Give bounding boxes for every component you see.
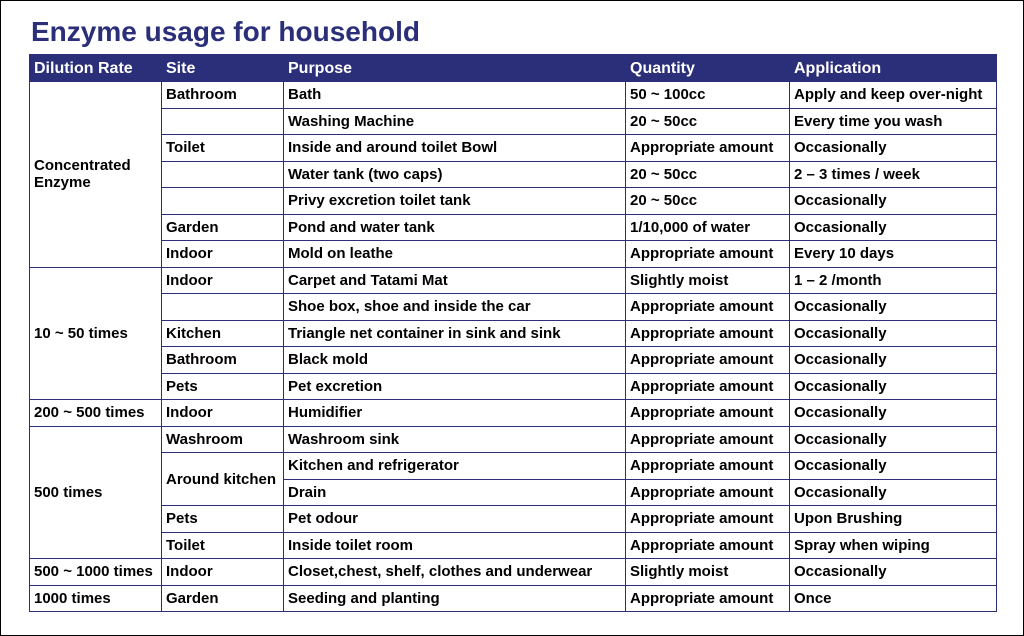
quantity-cell: Appropriate amount [626, 426, 790, 453]
purpose-cell: Mold on leathe [284, 241, 626, 268]
application-cell: Occasionally [790, 453, 997, 480]
table-row [30, 135, 997, 162]
site-cell [162, 294, 284, 321]
purpose-cell: Pet excretion [284, 373, 626, 400]
table-row [30, 453, 997, 480]
purpose-cell: Drain [284, 479, 626, 506]
quantity-cell: Appropriate amount [626, 506, 790, 533]
site-cell: Toilet [162, 135, 284, 162]
table-row [30, 426, 997, 453]
application-cell: Occasionally [790, 426, 997, 453]
table-body [30, 82, 997, 612]
quantity-cell: Appropriate amount [626, 532, 790, 559]
quantity-cell: 20 ~ 50cc [626, 188, 790, 215]
quantity-cell: 20 ~ 50cc [626, 108, 790, 135]
site-cell: Pets [162, 373, 284, 400]
site-cell: Indoor [162, 267, 284, 294]
purpose-cell: Carpet and Tatami Mat [284, 267, 626, 294]
application-cell: Once [790, 585, 997, 612]
application-cell: Occasionally [790, 188, 997, 215]
application-cell: Occasionally [790, 400, 997, 427]
application-cell: Every 10 days [790, 241, 997, 268]
application-cell: Spray when wiping [790, 532, 997, 559]
quantity-cell: Appropriate amount [626, 585, 790, 612]
purpose-cell: Triangle net container in sink and sink [284, 320, 626, 347]
quantity-cell: Appropriate amount [626, 400, 790, 427]
enzyme-usage-table [29, 54, 997, 612]
quantity-cell: Appropriate amount [626, 347, 790, 374]
table-row [30, 82, 997, 109]
quantity-cell: Appropriate amount [626, 135, 790, 162]
site-cell: Pets [162, 506, 284, 533]
application-cell: Every time you wash [790, 108, 997, 135]
purpose-cell: Closet,chest, shelf, clothes and underwear [284, 559, 626, 586]
application-cell: Occasionally [790, 135, 997, 162]
table-row [30, 214, 997, 241]
application-cell: Occasionally [790, 479, 997, 506]
application-cell: Upon Brushing [790, 506, 997, 533]
table-row [30, 267, 997, 294]
purpose-cell: Shoe box, shoe and inside the car [284, 294, 626, 321]
dilution-rate-cell: 500 ~ 1000 times [30, 559, 162, 586]
quantity-cell: Appropriate amount [626, 479, 790, 506]
header-quantity: Quantity [626, 55, 790, 82]
purpose-cell: Inside toilet room [284, 532, 626, 559]
quantity-cell: Appropriate amount [626, 373, 790, 400]
dilution-rate-cell: 10 ~ 50 times [30, 267, 162, 400]
table-row [30, 161, 997, 188]
purpose-cell: Water tank (two caps) [284, 161, 626, 188]
header-site: Site [162, 55, 284, 82]
table-row [30, 294, 997, 321]
purpose-cell: Washing Machine [284, 108, 626, 135]
site-cell [162, 161, 284, 188]
dilution-rate-cell: 500 times [30, 426, 162, 559]
site-cell: Around kitchen [162, 453, 284, 506]
quantity-cell: Appropriate amount [626, 453, 790, 480]
quantity-cell: Slightly moist [626, 267, 790, 294]
site-cell [162, 188, 284, 215]
application-cell: Apply and keep over-night [790, 82, 997, 109]
application-cell: Occasionally [790, 214, 997, 241]
dilution-rate-cell: 1000 times [30, 585, 162, 612]
site-cell: Bathroom [162, 347, 284, 374]
application-cell: Occasionally [790, 294, 997, 321]
table-row [30, 320, 997, 347]
purpose-cell: Pet odour [284, 506, 626, 533]
application-cell: Occasionally [790, 347, 997, 374]
purpose-cell: Bath [284, 82, 626, 109]
application-cell: Occasionally [790, 373, 997, 400]
site-cell: Toilet [162, 532, 284, 559]
header-row [30, 55, 997, 82]
purpose-cell: Pond and water tank [284, 214, 626, 241]
purpose-cell: Seeding and planting [284, 585, 626, 612]
table-row [30, 188, 997, 215]
site-cell [162, 108, 284, 135]
page-title: Enzyme usage for household [31, 16, 420, 47]
quantity-cell: 20 ~ 50cc [626, 161, 790, 188]
application-cell: 1 – 2 /month [790, 267, 997, 294]
table-row [30, 347, 997, 374]
site-cell: Garden [162, 585, 284, 612]
header-purpose: Purpose [284, 55, 626, 82]
quantity-cell: 1/10,000 of water [626, 214, 790, 241]
purpose-cell: Black mold [284, 347, 626, 374]
purpose-cell: Inside and around toilet Bowl [284, 135, 626, 162]
application-cell: Occasionally [790, 320, 997, 347]
table-row [30, 400, 997, 427]
purpose-cell: Privy excretion toilet tank [284, 188, 626, 215]
table-row [30, 506, 997, 533]
site-cell: Washroom [162, 426, 284, 453]
quantity-cell: Slightly moist [626, 559, 790, 586]
quantity-cell: Appropriate amount [626, 320, 790, 347]
table-row [30, 532, 997, 559]
quantity-cell: Appropriate amount [626, 294, 790, 321]
site-cell: Indoor [162, 400, 284, 427]
dilution-rate-cell: Concentrated Enzyme [30, 82, 162, 268]
purpose-cell: Kitchen and refrigerator [284, 453, 626, 480]
quantity-cell: Appropriate amount [626, 241, 790, 268]
application-cell: 2 – 3 times / week [790, 161, 997, 188]
site-cell: Indoor [162, 241, 284, 268]
site-cell: Kitchen [162, 320, 284, 347]
quantity-cell: 50 ~ 100cc [626, 82, 790, 109]
site-cell: Garden [162, 214, 284, 241]
site-cell: Indoor [162, 559, 284, 586]
header-application: Application [790, 55, 997, 82]
dilution-rate-cell: 200 ~ 500 times [30, 400, 162, 427]
table-row [30, 559, 997, 586]
header-dilution-rate: Dilution Rate [30, 55, 162, 82]
site-cell: Bathroom [162, 82, 284, 109]
purpose-cell: Humidifier [284, 400, 626, 427]
table-row [30, 585, 997, 612]
purpose-cell: Washroom sink [284, 426, 626, 453]
application-cell: Occasionally [790, 559, 997, 586]
table-row [30, 373, 997, 400]
table-row [30, 241, 997, 268]
table-row [30, 108, 997, 135]
